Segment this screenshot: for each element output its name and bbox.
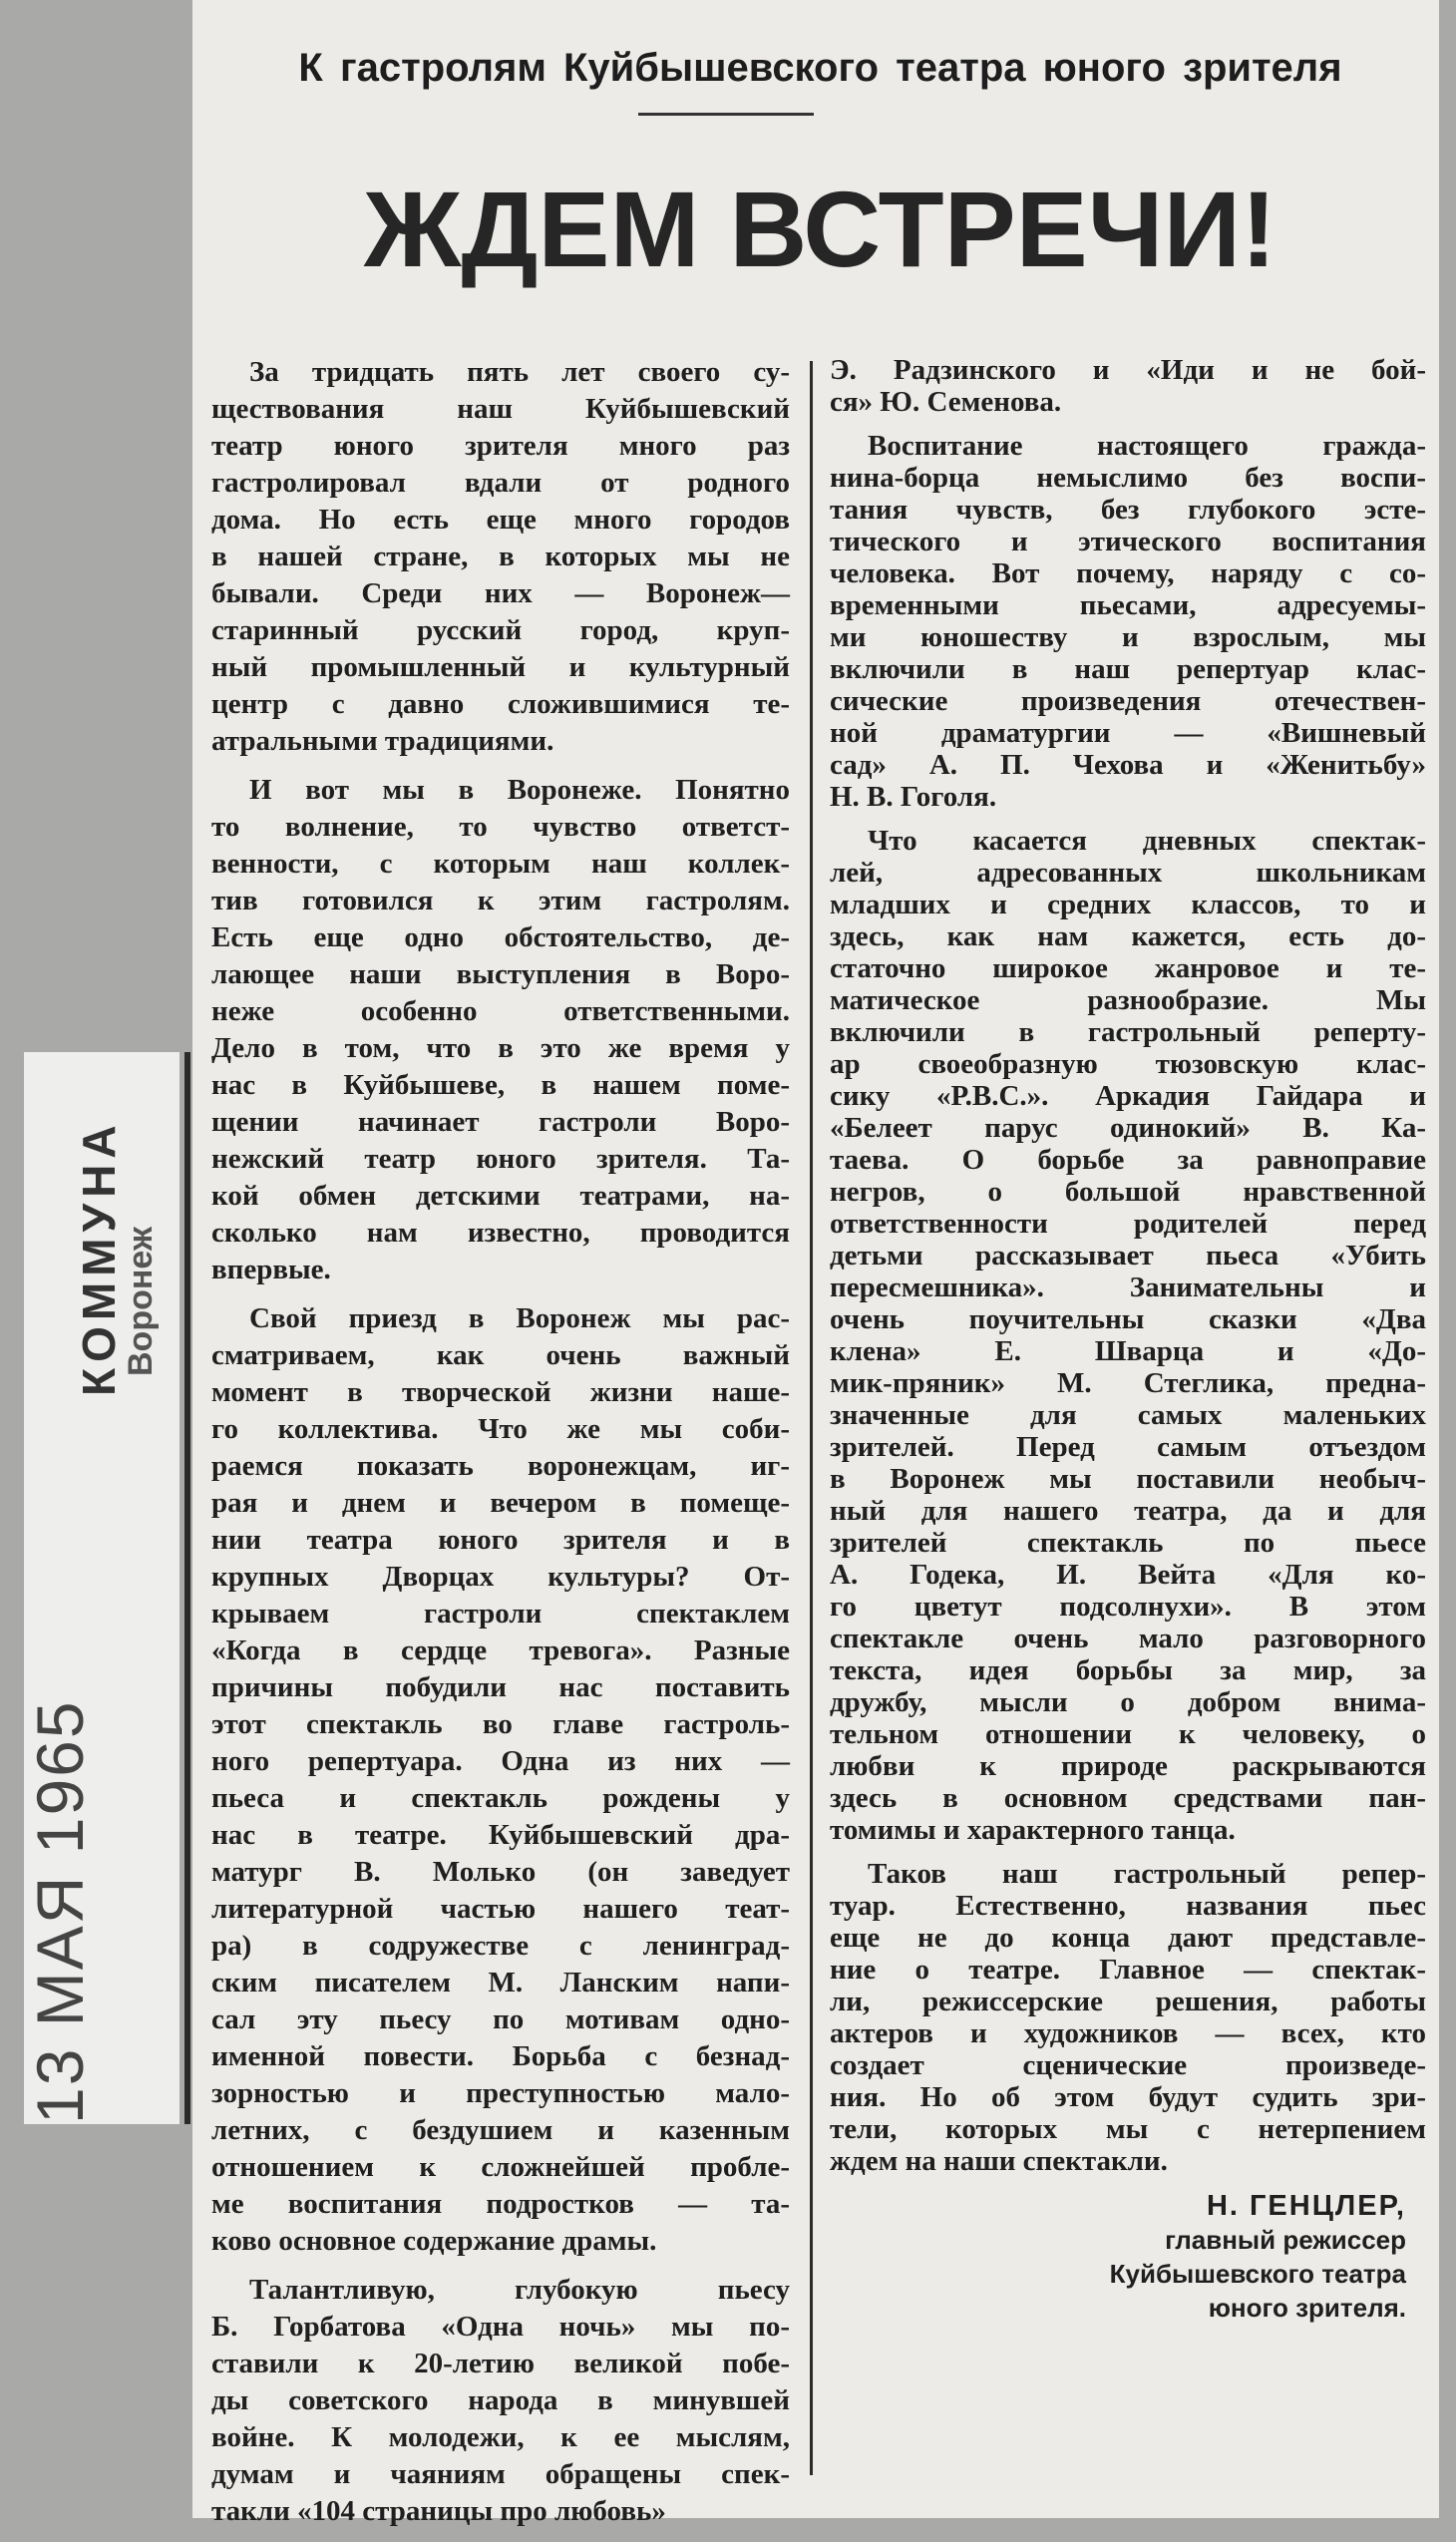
text-line: нина-борца немыслимо без воспи- (830, 462, 1426, 494)
text-line: пересмешника». Занимательны и (830, 1271, 1426, 1303)
text-line: И вот мы в Воронеже. Понятно (249, 774, 790, 806)
paragraph (211, 772, 790, 1288)
text-line: тельном отношении к человеку, о (830, 1718, 1426, 1750)
text-line: причины побудили нас поставить (211, 1671, 790, 1703)
article-headline (239, 165, 1401, 294)
text-line: Б. Горбатова «Одна ночь» мы по- (211, 2311, 790, 2343)
text-line: ние о театре. Главное — спектак- (830, 1954, 1426, 1986)
text-line: го цветут подсолнухи». В этом (830, 1591, 1426, 1623)
text-line: такли «104 страницы про любовь» (211, 2495, 666, 2527)
text-line: бывали. Среди них — Воронеж— (211, 577, 790, 609)
kicker-rule (638, 113, 814, 116)
text-line: ного репертуара. Одна из них — (211, 1745, 790, 1777)
text-line: ставили к 20-летию великой побе- (211, 2348, 790, 2379)
text-line: включили в наш репертуар клас- (830, 653, 1426, 685)
text-line: театр юного зрителя много раз (211, 430, 790, 462)
newspaper-name: КОММУНА (73, 1119, 125, 1396)
text-line: матическое разнообразие. Мы (830, 984, 1426, 1016)
paragraph (211, 2272, 790, 2530)
text-line: Таков наш гастрольный репер- (868, 1858, 1426, 1890)
headline-text: ЖДЕМ ВСТРЕЧИ! (363, 169, 1277, 289)
text-line: Есть еще одно обстоятельство, де- (211, 921, 790, 953)
text-line: ме воспитания подростков — та- (211, 2188, 790, 2220)
text-line: сад» А. П. Чехова и «Женитьбу» (830, 749, 1426, 781)
text-line: тив готовился к этим гастролям. (211, 885, 790, 916)
text-line: нии театра юного зрителя и в (211, 1524, 790, 1556)
text-line: го коллектива. Что же мы соби- (211, 1413, 790, 1445)
paragraph (830, 430, 1426, 813)
text-line: мик-пряник» М. Стеглика, предна- (830, 1367, 1426, 1399)
text-line: тели, которых мы с нетерпением (830, 2113, 1426, 2145)
text-line: Дело в том, что в это же время у (211, 1032, 790, 1064)
text-line: раемся показать воронежцам, иг- (211, 1450, 790, 1482)
text-line: сматриваем, как очень важный (211, 1339, 790, 1371)
text-line: ли, режиссерские решения, работы (830, 1986, 1426, 2017)
text-line: еще не до конца дают представле- (830, 1922, 1426, 1954)
text-line: крупных Дворцах культуры? От- (211, 1561, 790, 1593)
text-line: то волнение, то чувство ответст- (211, 811, 790, 843)
text-line: текста, идея борьбы за мир, за (830, 1654, 1426, 1686)
text-line: пьеса и спектакль рождены у (211, 1782, 790, 1814)
paragraph (211, 1300, 790, 2260)
text-line: Воспитание настоящего гражда- (868, 430, 1426, 462)
clipping-edge (184, 1052, 190, 2124)
text-line: включили в гастрольный реперту- (830, 1016, 1426, 1048)
text-line: дома. Но есть еще много городов (211, 504, 790, 536)
article-kicker (239, 46, 1401, 91)
text-line: именной повести. Борьба с безнад- (211, 2040, 790, 2072)
text-line: туар. Естественно, названия пьес (830, 1890, 1426, 1922)
text-line: впервые. (211, 1254, 331, 1285)
text-line: венности, с которым наш коллек- (211, 848, 790, 880)
text-line: негров, о большой нравственной (830, 1176, 1426, 1208)
author-role-line: Куйбышевского театра (1109, 2259, 1406, 2289)
text-line: в нашей стране, в которых мы не (211, 541, 790, 572)
text-line: За тридцать пять лет своего су- (249, 356, 790, 388)
text-line: создает сценические произведе- (830, 2049, 1426, 2081)
text-line: гастролировал вдали от родного (211, 467, 790, 499)
text-line: любви к природе раскрываются (830, 1750, 1426, 1782)
text-line: ной драматургии — «Вишневый (830, 717, 1426, 749)
text-line: Э. Радзинского и «Иди и не бой- (830, 354, 1426, 386)
author-signature (830, 2189, 1426, 2325)
author-name: Н. ГЕНЦЛЕР, (1206, 2190, 1406, 2222)
text-line: ар своеобразную тюзовскую клас- (830, 1048, 1426, 1080)
text-line: сику «Р.В.С.». Аркадия Гайдара и (830, 1080, 1426, 1112)
text-line: актеров и художников — всех, кто (830, 2017, 1426, 2049)
text-line: ществования наш Куйбышевский (211, 393, 790, 425)
publication-date: 13 МАЯ 1965 (23, 1699, 97, 2124)
text-line: временными пьесами, адресуемы- (830, 589, 1426, 621)
text-line: нас в театре. Куйбышевский дра- (211, 1819, 790, 1851)
text-line: спектакле очень мало разговорного (830, 1623, 1426, 1654)
text-line: ответственности родителей перед (830, 1208, 1426, 1240)
text-line: кой обмен детскими театрами, на- (211, 1180, 790, 1212)
text-line: человека. Вот почему, наряду с со- (830, 557, 1426, 589)
text-line: младших и средних классов, то и (830, 889, 1426, 920)
author-role-line: главный режиссер (1165, 2225, 1406, 2255)
text-line: в Воронеж мы поставили необыч- (830, 1463, 1426, 1495)
text-line: «Белеет парус одинокий» В. Ка- (830, 1112, 1426, 1144)
text-line: «Когда в сердце тревога». Разные (211, 1634, 790, 1666)
text-line: думам и чаяниям обращены спек- (211, 2458, 790, 2490)
text-line: войне. К молодежи, к ее мыслям, (211, 2421, 790, 2453)
author-role-line: юного зрителя. (1208, 2293, 1406, 2323)
text-line: момент в творческой жизни наше- (211, 1376, 790, 1408)
column-divider (810, 361, 813, 2475)
text-line: нежский театр юного зрителя. Та- (211, 1143, 790, 1175)
text-line: ми юношеству и взрослым, мы (830, 621, 1426, 653)
text-line: дружбу, мысли о добром внима- (830, 1686, 1426, 1718)
text-line: Что касается дневных спектак- (868, 825, 1426, 857)
text-line: томимы и характерного танца. (830, 1814, 1236, 1846)
text-line: сал эту пьесу по мотивам одно- (211, 2003, 790, 2035)
paragraph (211, 354, 790, 760)
text-line: лающее наши выступления в Воро- (211, 958, 790, 990)
text-line: рая и днем и вечером в помеще- (211, 1487, 790, 1519)
text-line: ра) в содружестве с ленинград- (211, 1930, 790, 1962)
text-line: сические произведения отечествен- (830, 685, 1426, 717)
text-line: отношением к сложнейшей пробле- (211, 2151, 790, 2183)
text-line: щении начинает гастроли Воро- (211, 1106, 790, 1138)
text-line: очень поучительны сказки «Два (830, 1303, 1426, 1335)
text-line: центр с давно сложившимися те- (211, 688, 790, 720)
kicker-text: К гастролям Куйбышевского театра юного зрителя (298, 46, 1342, 90)
text-line: лей, адресованных школьникам (830, 857, 1426, 889)
text-line: Свой приезд в Воронеж мы рас- (249, 1302, 790, 1334)
text-line: атральными традициями. (211, 725, 554, 757)
text-line: клена» Е. Шварца и «До- (830, 1335, 1426, 1367)
text-line: А. Годека, И. Вейта «Для ко- (830, 1559, 1426, 1591)
text-line: нас в Куйбышеве, в нашем поме- (211, 1069, 790, 1101)
paragraph (830, 825, 1426, 1846)
text-line: ный промышленный и культурный (211, 651, 790, 683)
text-line: ся» Ю. Семенова. (830, 386, 1062, 418)
text-line: старинный русский город, круп- (211, 614, 790, 646)
text-line: здесь в основном средствами пан- (830, 1782, 1426, 1814)
text-line: этот спектакль во главе гастроль- (211, 1708, 790, 1740)
text-line: таева. О борьбе за равноправие (830, 1144, 1426, 1176)
text-line: крываем гастроли спектаклем (211, 1598, 790, 1630)
text-line: здесь, как нам кажется, есть до- (830, 920, 1426, 952)
text-line: ждем на наши спектакли. (830, 2145, 1168, 2177)
text-line: ково основное содержание драмы. (211, 2225, 657, 2257)
text-line: литературной частью нашего теат- (211, 1893, 790, 1925)
text-line: ния. Но об этом будут судить зри- (830, 2081, 1426, 2113)
text-line: ный для нашего театра, да и для (830, 1495, 1426, 1527)
text-line: Талантливую, глубокую пьесу (249, 2274, 790, 2306)
text-line: летних, с бездушием и казенным (211, 2114, 790, 2146)
text-line: тания чувств, без глубокого эсте- (830, 494, 1426, 526)
column-right (830, 354, 1426, 2325)
paragraph (830, 1858, 1426, 2177)
text-line: зрителей спектакль по пьесе (830, 1527, 1426, 1559)
text-line: зрителей. Перед самым отъездом (830, 1431, 1426, 1463)
text-line: значенные для самых маленьких (830, 1399, 1426, 1431)
text-line: ды советского народа в минувшей (211, 2384, 790, 2416)
newspaper-city: Воронеж (122, 1227, 160, 1376)
text-line: детьми рассказывает пьеса «Убить (830, 1240, 1426, 1271)
text-line: Н. В. Гоголя. (830, 781, 997, 813)
text-line: неже особенно ответственными. (211, 995, 790, 1027)
text-line: сколько нам известно, проводится (211, 1217, 790, 1249)
column-left (211, 354, 790, 2542)
text-line: ским писателем М. Ланским напи- (211, 1967, 790, 1998)
text-line: зорностью и преступностью мало- (211, 2077, 790, 2109)
text-line: статочно широкое жанровое и те- (830, 952, 1426, 984)
paragraph (830, 354, 1426, 418)
text-line: матург В. Молько (он заведует (211, 1856, 790, 1888)
text-line: тического и этического воспитания (830, 526, 1426, 557)
